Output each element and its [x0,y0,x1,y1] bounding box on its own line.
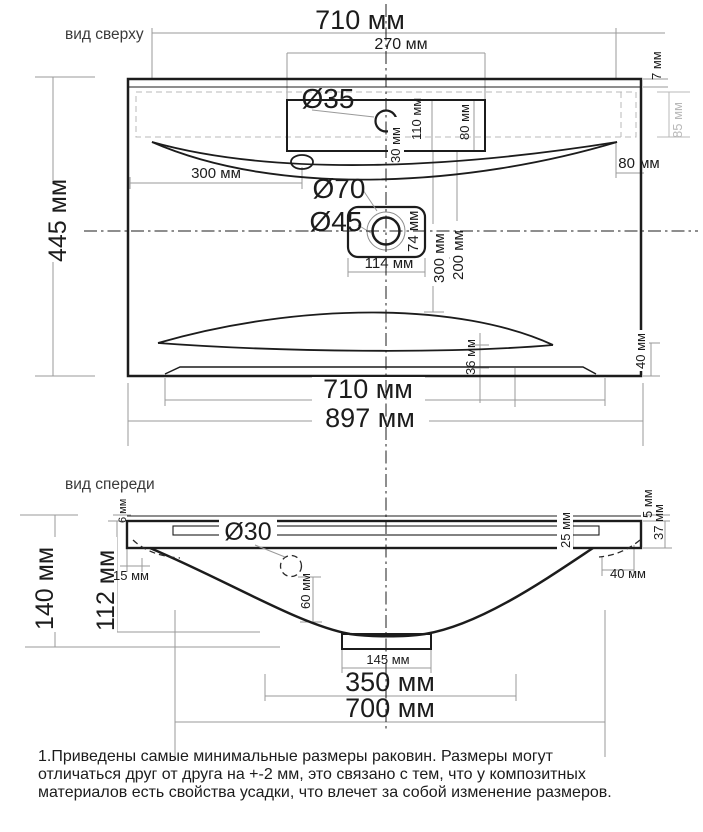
dim-897-label: 897 мм [325,403,415,433]
drain-diameter-label: Ø45 [309,206,363,237]
dim-30-label: 30 мм [388,127,403,163]
dim-7-label: 7 мм [649,51,664,80]
dim-80-rim-label: 80 мм [618,155,660,172]
dim-710-bottom-label: 710 мм [323,374,413,404]
dim-270-label: 270 мм [374,36,428,53]
footnote-line-1: 1.Приведены самые минимальные размеры раковин. Размеры могут [38,748,553,765]
front-view-title: вид спереди [65,476,155,493]
dim-25-label: 25 мм [558,512,573,548]
dim-60-label: 60 мм [298,573,313,609]
dim-445-label: 445 мм [44,178,72,262]
footnote-line-2: отличаться друг от друга на +-2 мм, это связано с тем, что у композитных [38,766,586,783]
dim-74-label: 74 мм [405,210,422,252]
footnote-line-3: материалов есть свойства усадки, что влечет за собой изменение размеров. [38,784,612,801]
dia30-label: Ø30 [224,518,272,546]
footnote [38,748,688,802]
dim-350-label: 350 мм [345,667,435,697]
overflow-diameter-label: Ø70 [312,173,366,204]
dim-112-label: 112 мм [92,549,120,631]
dim-36-label: 36 мм [463,339,478,375]
dim-85-label: 85 мм [670,102,685,138]
faucet-diameter-label: Ø35 [301,83,355,114]
dim-15-label: 15 мм [113,568,149,583]
dim-200-v-label: 200 мм [450,230,467,280]
dim-700-label: 700 мм [345,693,435,723]
dim-145-label: 145 мм [366,652,410,667]
dim-300-v-label: 300 мм [431,233,448,283]
dim-37-label: 37 мм [651,504,666,540]
dim-110-label: 110 мм [409,97,424,140]
dim-710-top-label: 710 мм [315,5,405,35]
dim-5-label: 5 мм [640,489,655,518]
top-view-title: вид сверху [65,26,144,43]
dim-140-label: 140 мм [31,546,59,630]
dim-114-label: 114 мм [364,255,414,272]
dim-40-fv-label: 40 мм [610,566,646,581]
dim-300-left-label: 300 мм [191,165,241,182]
dim-40-tv-label: 40 мм [633,333,648,369]
dim-80-deck-label: 80 мм [457,104,472,140]
dim-6-label: 6 мм [117,498,129,523]
